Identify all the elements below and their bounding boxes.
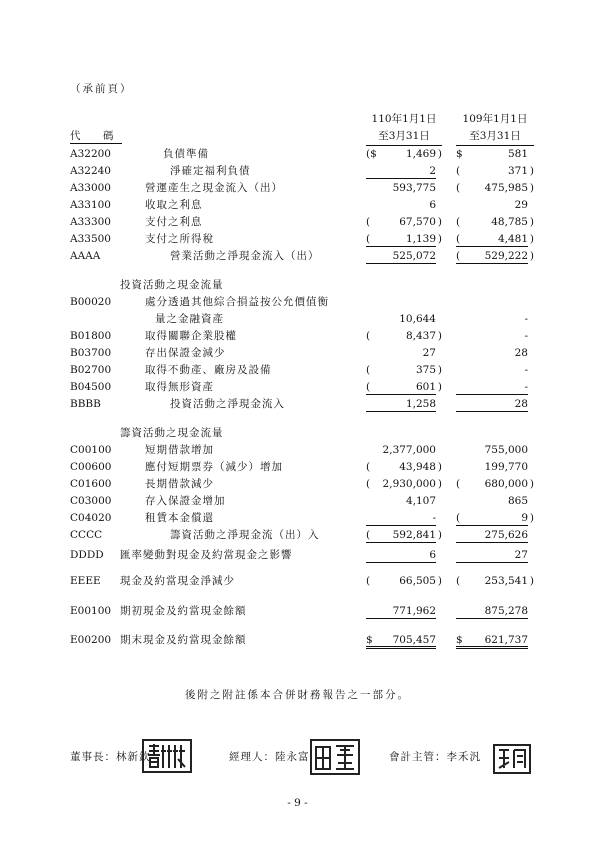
row-description: 負債準備 [163, 148, 209, 160]
table-row [0, 510, 595, 527]
value-number: 28 [514, 347, 528, 359]
value-close-paren: ) [437, 529, 442, 541]
value-number: - [524, 364, 528, 376]
row-description: 長期借款減少 [145, 478, 214, 490]
row-description: 匯率變動對現金及約當現金之影響 [120, 549, 293, 561]
value-number: 4,107 [405, 495, 436, 507]
value-close-paren: ) [437, 148, 442, 160]
value-number: 865 [507, 495, 528, 507]
value-number: 1,258 [405, 398, 436, 410]
value-prefix: ( [366, 575, 371, 587]
value-close-paren: ) [529, 216, 534, 228]
value-number: 755,000 [484, 444, 528, 456]
value-prefix: ( [366, 233, 371, 245]
value-number: 28 [514, 398, 528, 410]
row-description: 現金及約當現金淨減少 [120, 575, 235, 587]
value-2020 [456, 248, 534, 264]
value-prefix: ( [366, 216, 371, 228]
value-number: 275,626 [484, 529, 528, 541]
value-2021 [366, 231, 442, 247]
row-code: C00600 [70, 461, 112, 473]
row-code: A33300 [70, 216, 111, 228]
row-description: 收取之利息 [145, 199, 203, 211]
row-description: 支付之所得稅 [145, 233, 214, 245]
row-description: 處分透過其他綜合損益按公允價值衡 [145, 296, 329, 308]
value-prefix: ( [366, 364, 371, 376]
row-description: 取得關聯企業股權 [145, 330, 237, 342]
row-description: 量之金融資產 [155, 313, 224, 325]
value-number: 529,222 [484, 250, 528, 262]
value-close-paren: ) [529, 165, 534, 177]
row-code: A33100 [70, 199, 111, 211]
value-number: 371 [507, 165, 528, 177]
value-2020 [456, 396, 528, 412]
row-description: 短期借款增加 [145, 444, 214, 456]
table-row [0, 180, 595, 197]
value-number: 67,570 [399, 216, 436, 228]
row-code: B01800 [70, 330, 112, 342]
value-prefix: ( [366, 529, 371, 541]
table-row [0, 214, 595, 231]
row-description: 淨確定福利負債 [170, 165, 251, 177]
row-code: B03700 [70, 347, 112, 359]
value-close-paren: ) [437, 461, 442, 473]
table-row [0, 294, 595, 311]
value-number: 27 [422, 347, 436, 359]
row-code: A32240 [70, 165, 111, 177]
value-2021 [366, 603, 436, 619]
value-2020 [456, 632, 528, 649]
value-prefix: ( [456, 250, 461, 262]
value-2021 [366, 510, 436, 526]
value-number: 581 [507, 148, 528, 160]
continued-label: （承前頁） [70, 83, 133, 95]
row-description: 投資活動之現金流量 [120, 279, 224, 291]
value-prefix: ($ [366, 148, 377, 160]
table-row [0, 573, 595, 590]
value-prefix: ( [456, 216, 461, 228]
value-prefix: ( [366, 381, 371, 393]
table-row [0, 476, 595, 493]
row-description: 期初現金及約當現金餘額 [120, 605, 247, 617]
value-number: 253,541 [484, 575, 528, 587]
value-number: 875,278 [484, 605, 528, 617]
value-2020 [456, 510, 534, 526]
table-row [0, 442, 595, 459]
value-close-paren: ) [437, 364, 442, 376]
value-number: 593,775 [392, 182, 436, 194]
value-number: 771,962 [392, 605, 436, 617]
code-column-header: 代 碼 [70, 130, 120, 142]
row-description: 籌資活動之現金流量 [120, 427, 224, 439]
row-code: AAAA [70, 250, 101, 262]
row-description: 營業活動之淨現金流入（出） [170, 250, 320, 262]
value-number: - [524, 381, 528, 393]
value-close-paren: ) [529, 575, 534, 587]
table-row [0, 379, 595, 396]
row-description: 期末現金及約當現金餘額 [120, 634, 247, 646]
row-description: 營運產生之現金流入（出） [145, 182, 283, 194]
manager-signature: 經理人：陸永富 [229, 751, 310, 763]
value-2021 [366, 248, 436, 264]
table-row [0, 197, 595, 214]
table-row [0, 345, 595, 362]
value-2020 [456, 379, 528, 395]
value-number: - [432, 512, 436, 524]
table-row [0, 277, 595, 294]
value-number: 680,000 [484, 478, 528, 490]
value-prefix: $ [366, 634, 373, 646]
row-description: 投資活動之淨現金流入 [170, 398, 285, 410]
row-description: 取得不動產、廠房及設備 [145, 364, 272, 376]
value-number: 375 [415, 364, 436, 376]
row-code: CCCC [70, 529, 103, 541]
accountant-seal-mark [495, 746, 529, 772]
value-close-paren: ) [437, 233, 442, 245]
value-close-paren: ) [529, 182, 534, 194]
value-number: 592,841 [392, 529, 436, 541]
table-row [0, 527, 595, 544]
row-code: E00200 [70, 634, 112, 646]
value-2020 [456, 547, 528, 563]
row-code: A33000 [70, 182, 111, 194]
table-row [0, 146, 595, 163]
value-2020 [456, 231, 534, 247]
value-number: 6 [429, 199, 436, 211]
row-description: 存入保證金增加 [145, 495, 226, 507]
row-code: A32200 [70, 148, 111, 160]
value-close-paren: ) [529, 512, 534, 524]
accountant-seal [493, 744, 531, 774]
value-number: 43,948 [399, 461, 436, 473]
value-2020 [456, 603, 528, 619]
value-2021 [366, 632, 436, 649]
value-number: 2 [429, 165, 436, 177]
value-number: 66,505 [399, 575, 436, 587]
footnote: 後附之附註係本合併財務報告之一部分。 [185, 689, 410, 701]
table-row [0, 603, 595, 620]
value-2021 [366, 527, 442, 543]
value-2021 [366, 547, 436, 563]
table-row [0, 163, 595, 180]
value-prefix: ( [456, 182, 461, 194]
value-number: 9 [521, 512, 528, 524]
chairman-signature: 董事長：林新欽 [70, 751, 151, 763]
row-description: 取得無形資產 [145, 381, 214, 393]
value-2021 [366, 396, 436, 412]
value-prefix: ( [366, 478, 371, 490]
value-2021 [366, 163, 436, 179]
value-number: - [524, 330, 528, 342]
value-number: 475,985 [484, 182, 528, 194]
row-code: C00100 [70, 444, 112, 456]
table-row [0, 632, 595, 649]
value-number: 2,377,000 [382, 444, 436, 456]
row-code: BBBB [70, 398, 101, 410]
value-prefix: ( [366, 461, 371, 473]
value-close-paren: ) [437, 381, 442, 393]
value-number: 1,139 [405, 233, 436, 245]
manager-seal [310, 739, 360, 775]
row-code: B00020 [70, 296, 112, 308]
col2-line1: 109年1月1日 [462, 113, 528, 125]
row-code: E00100 [70, 605, 112, 617]
value-prefix: ( [456, 575, 461, 587]
value-prefix: ( [456, 478, 461, 490]
value-number: 2,930,000 [382, 478, 436, 490]
value-number: 705,457 [392, 634, 436, 646]
table-row [0, 362, 595, 379]
accountant-signature: 會計主管：李禾汎 [389, 751, 481, 763]
page-number: - 9 - [287, 797, 308, 809]
table-row [0, 459, 595, 476]
value-number: 1,469 [405, 148, 436, 160]
manager-seal-mark [312, 741, 358, 773]
row-code: C04020 [70, 512, 112, 524]
table-row [0, 231, 595, 248]
value-number: 601 [415, 381, 436, 393]
row-code: EEEE [70, 575, 101, 587]
chairman-seal-mark [144, 741, 190, 771]
value-prefix: $ [456, 634, 463, 646]
value-prefix: ( [456, 165, 461, 177]
row-description: 支付之利息 [145, 216, 203, 228]
value-prefix: ( [456, 233, 461, 245]
col2-line2: 至3月31日 [456, 128, 534, 146]
row-description: 存出保證金減少 [145, 347, 226, 359]
column-header-2021 [366, 111, 442, 146]
row-code: B02700 [70, 364, 112, 376]
chairman-seal [142, 739, 192, 773]
table-row [0, 396, 595, 413]
value-number: 6 [429, 549, 436, 561]
value-close-paren: ) [437, 216, 442, 228]
col1-line2: 至3月31日 [366, 128, 442, 146]
value-prefix: ( [366, 330, 371, 342]
value-number: 27 [514, 549, 528, 561]
value-close-paren: ) [437, 478, 442, 490]
row-code: A33500 [70, 233, 111, 245]
value-close-paren: ) [529, 478, 534, 490]
value-number: 10,644 [399, 313, 436, 325]
row-description: 應付短期票券（減少）增加 [145, 461, 283, 473]
value-number: 8,437 [405, 330, 436, 342]
row-code: B04500 [70, 381, 112, 393]
row-description: 籌資活動之淨現金流（出）入 [170, 529, 320, 541]
row-code: DDDD [70, 549, 104, 561]
value-close-paren: ) [437, 575, 442, 587]
value-number: 621,737 [484, 634, 528, 646]
value-close-paren: ) [437, 330, 442, 342]
value-number: 525,072 [392, 250, 436, 262]
value-number: 48,785 [491, 216, 528, 228]
value-close-paren: ) [529, 250, 534, 262]
value-prefix: $ [456, 148, 463, 160]
table-row [0, 248, 595, 265]
value-number: - [524, 313, 528, 325]
table-row [0, 547, 595, 564]
col1-line1: 110年1月1日 [371, 113, 437, 125]
value-close-paren: ) [529, 233, 534, 245]
value-number: 199,770 [484, 461, 528, 473]
row-code: C01600 [70, 478, 112, 490]
row-description: 租賃本金償還 [145, 512, 214, 524]
column-header-2020 [456, 111, 534, 146]
table-row [0, 328, 595, 345]
value-number: 29 [514, 199, 528, 211]
table-row [0, 493, 595, 510]
value-2020 [456, 527, 528, 543]
value-2021 [366, 379, 442, 395]
table-row [0, 311, 595, 328]
value-number: 4,481 [497, 233, 528, 245]
row-code: C03000 [70, 495, 112, 507]
value-prefix: ( [456, 512, 461, 524]
table-row [0, 425, 595, 442]
